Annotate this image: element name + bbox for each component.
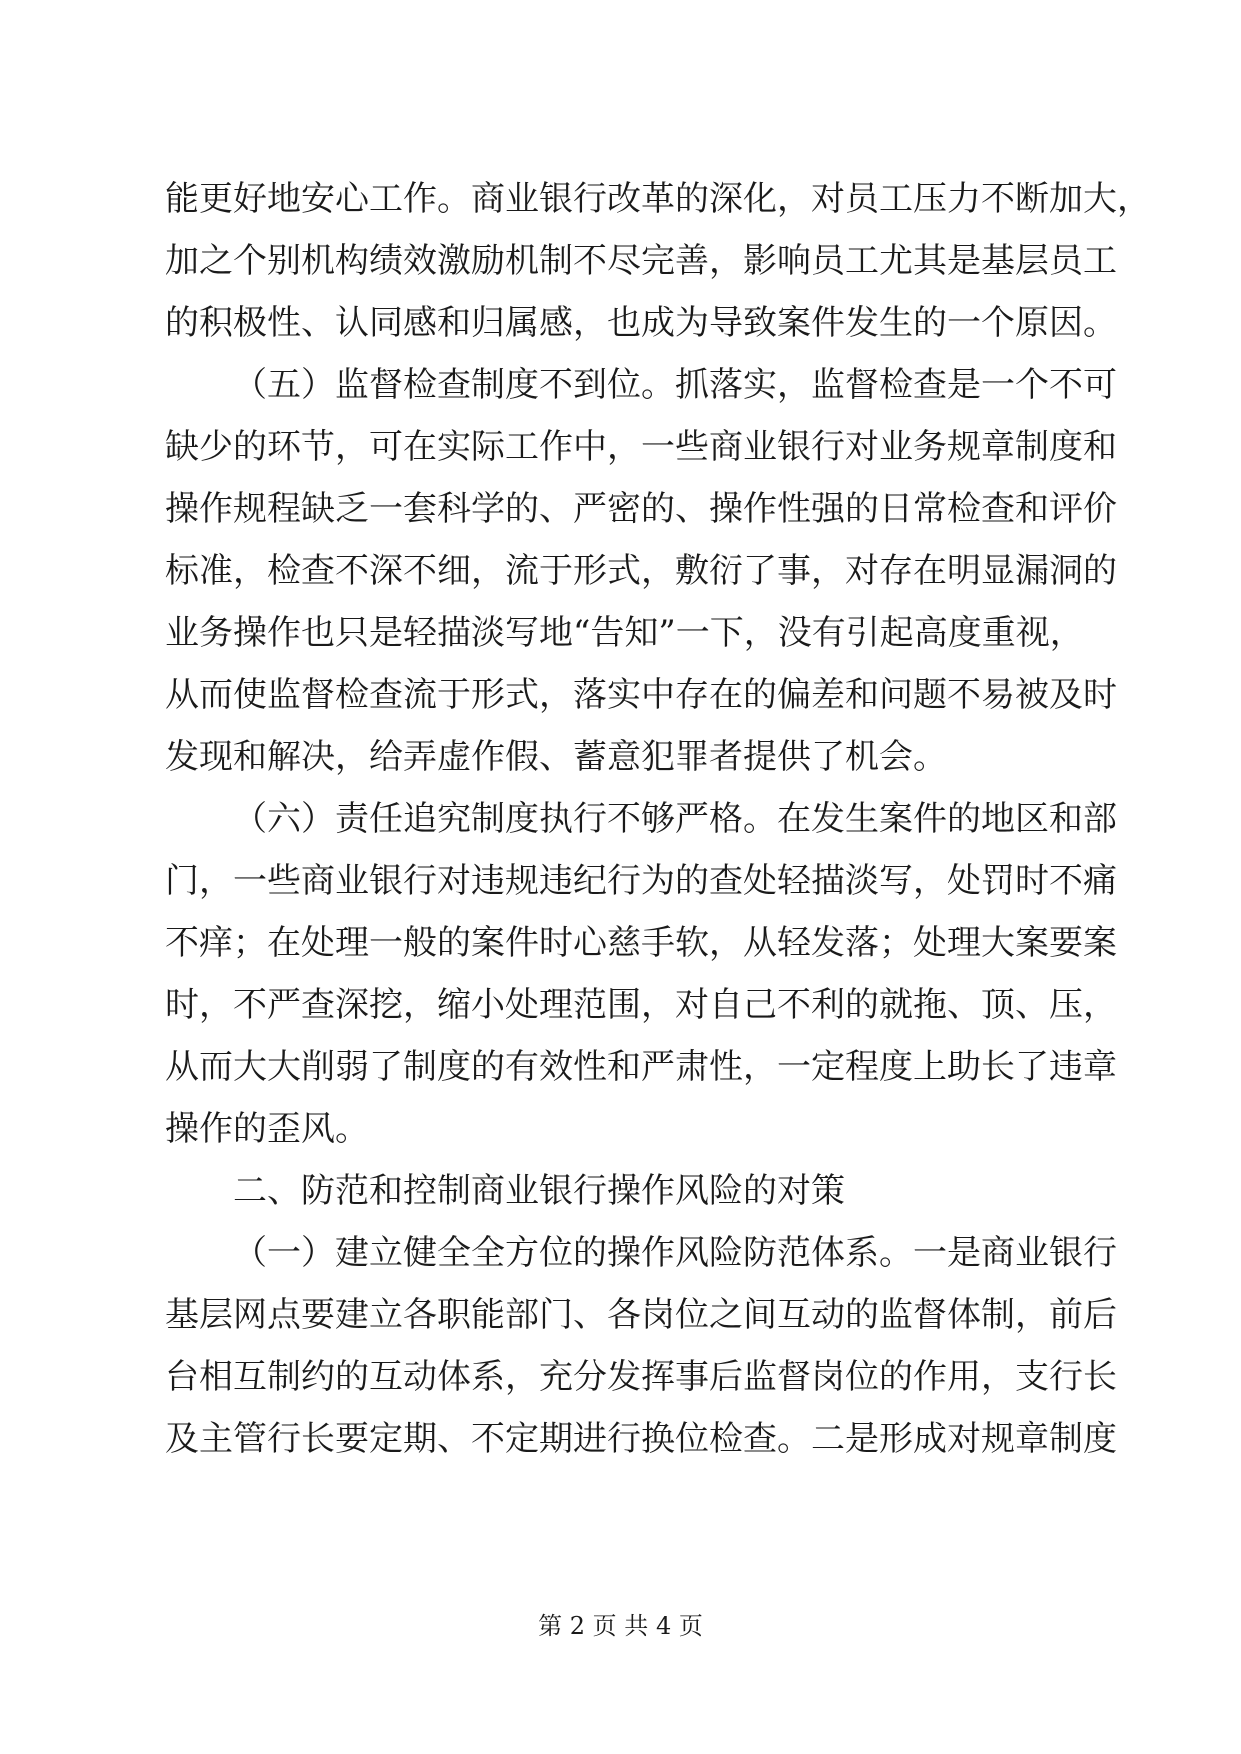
text-line: 加之个别机构绩效激励机制不尽完善，影响员工尤其是基层员工 [165, 241, 1117, 281]
text-line: 二、防范和控制商业银行操作风险的对策 [233, 1171, 845, 1211]
text-line: 基层网点要建立各职能部门、各岗位之间互动的监督体制，前后 [165, 1295, 1117, 1335]
text-line: 发现和解决，给弄虚作假、蓄意犯罪者提供了机会。 [165, 737, 947, 777]
text-line: 从而大大削弱了制度的有效性和严肃性，一定程度上助长了违章 [165, 1047, 1117, 1087]
text-line: 门，一些商业银行对违规违纪行为的查处轻描淡写，处罚时不痛 [165, 861, 1117, 901]
text-line: （六）责任追究制度执行不够严格。在发生案件的地区和部 [233, 799, 1117, 839]
text-line: 操作的歪风。 [165, 1109, 369, 1149]
text-line: 台相互制约的互动体系，充分发挥事后监督岗位的作用，支行长 [165, 1357, 1117, 1397]
text-line: 缺少的环节，可在实际工作中，一些商业银行对业务规章制度和 [165, 427, 1117, 467]
text-line: 时，不严查深挖，缩小处理范围，对自己不利的就拖、顶、压， [165, 985, 1117, 1025]
body-text [165, 168, 1151, 1470]
text-line: 能更好地安心工作。商业银行改革的深化，对员工压力不断加大， [165, 179, 1151, 219]
text-line: 及主管行长要定期、不定期进行换位检查。二是形成对规章制度 [165, 1419, 1117, 1459]
text-line: 从而使监督检查流于形式，落实中存在的偏差和问题不易被及时 [165, 675, 1117, 715]
text-line: 标准，检查不深不细，流于形式，敷衍了事，对存在明显漏洞的 [165, 551, 1117, 591]
text-line: 业务操作也只是轻描淡写地“告知”一下，没有引起高度重视， [165, 613, 1084, 653]
text-line: 不痒；在处理一般的案件时心慈手软，从轻发落；处理大案要案 [165, 923, 1117, 963]
text-line: 的积极性、认同感和归属感，也成为导致案件发生的一个原因。 [165, 303, 1117, 343]
text-line: （五）监督检查制度不到位。抓落实，监督检查是一个不可 [233, 365, 1117, 405]
page-footer: 第 2 页 共 4 页 [538, 1612, 703, 1640]
text-line: （一）建立健全全方位的操作风险防范体系。一是商业银行 [233, 1233, 1117, 1273]
text-line: 操作规程缺乏一套科学的、严密的、操作性强的日常检查和评价 [165, 489, 1117, 529]
